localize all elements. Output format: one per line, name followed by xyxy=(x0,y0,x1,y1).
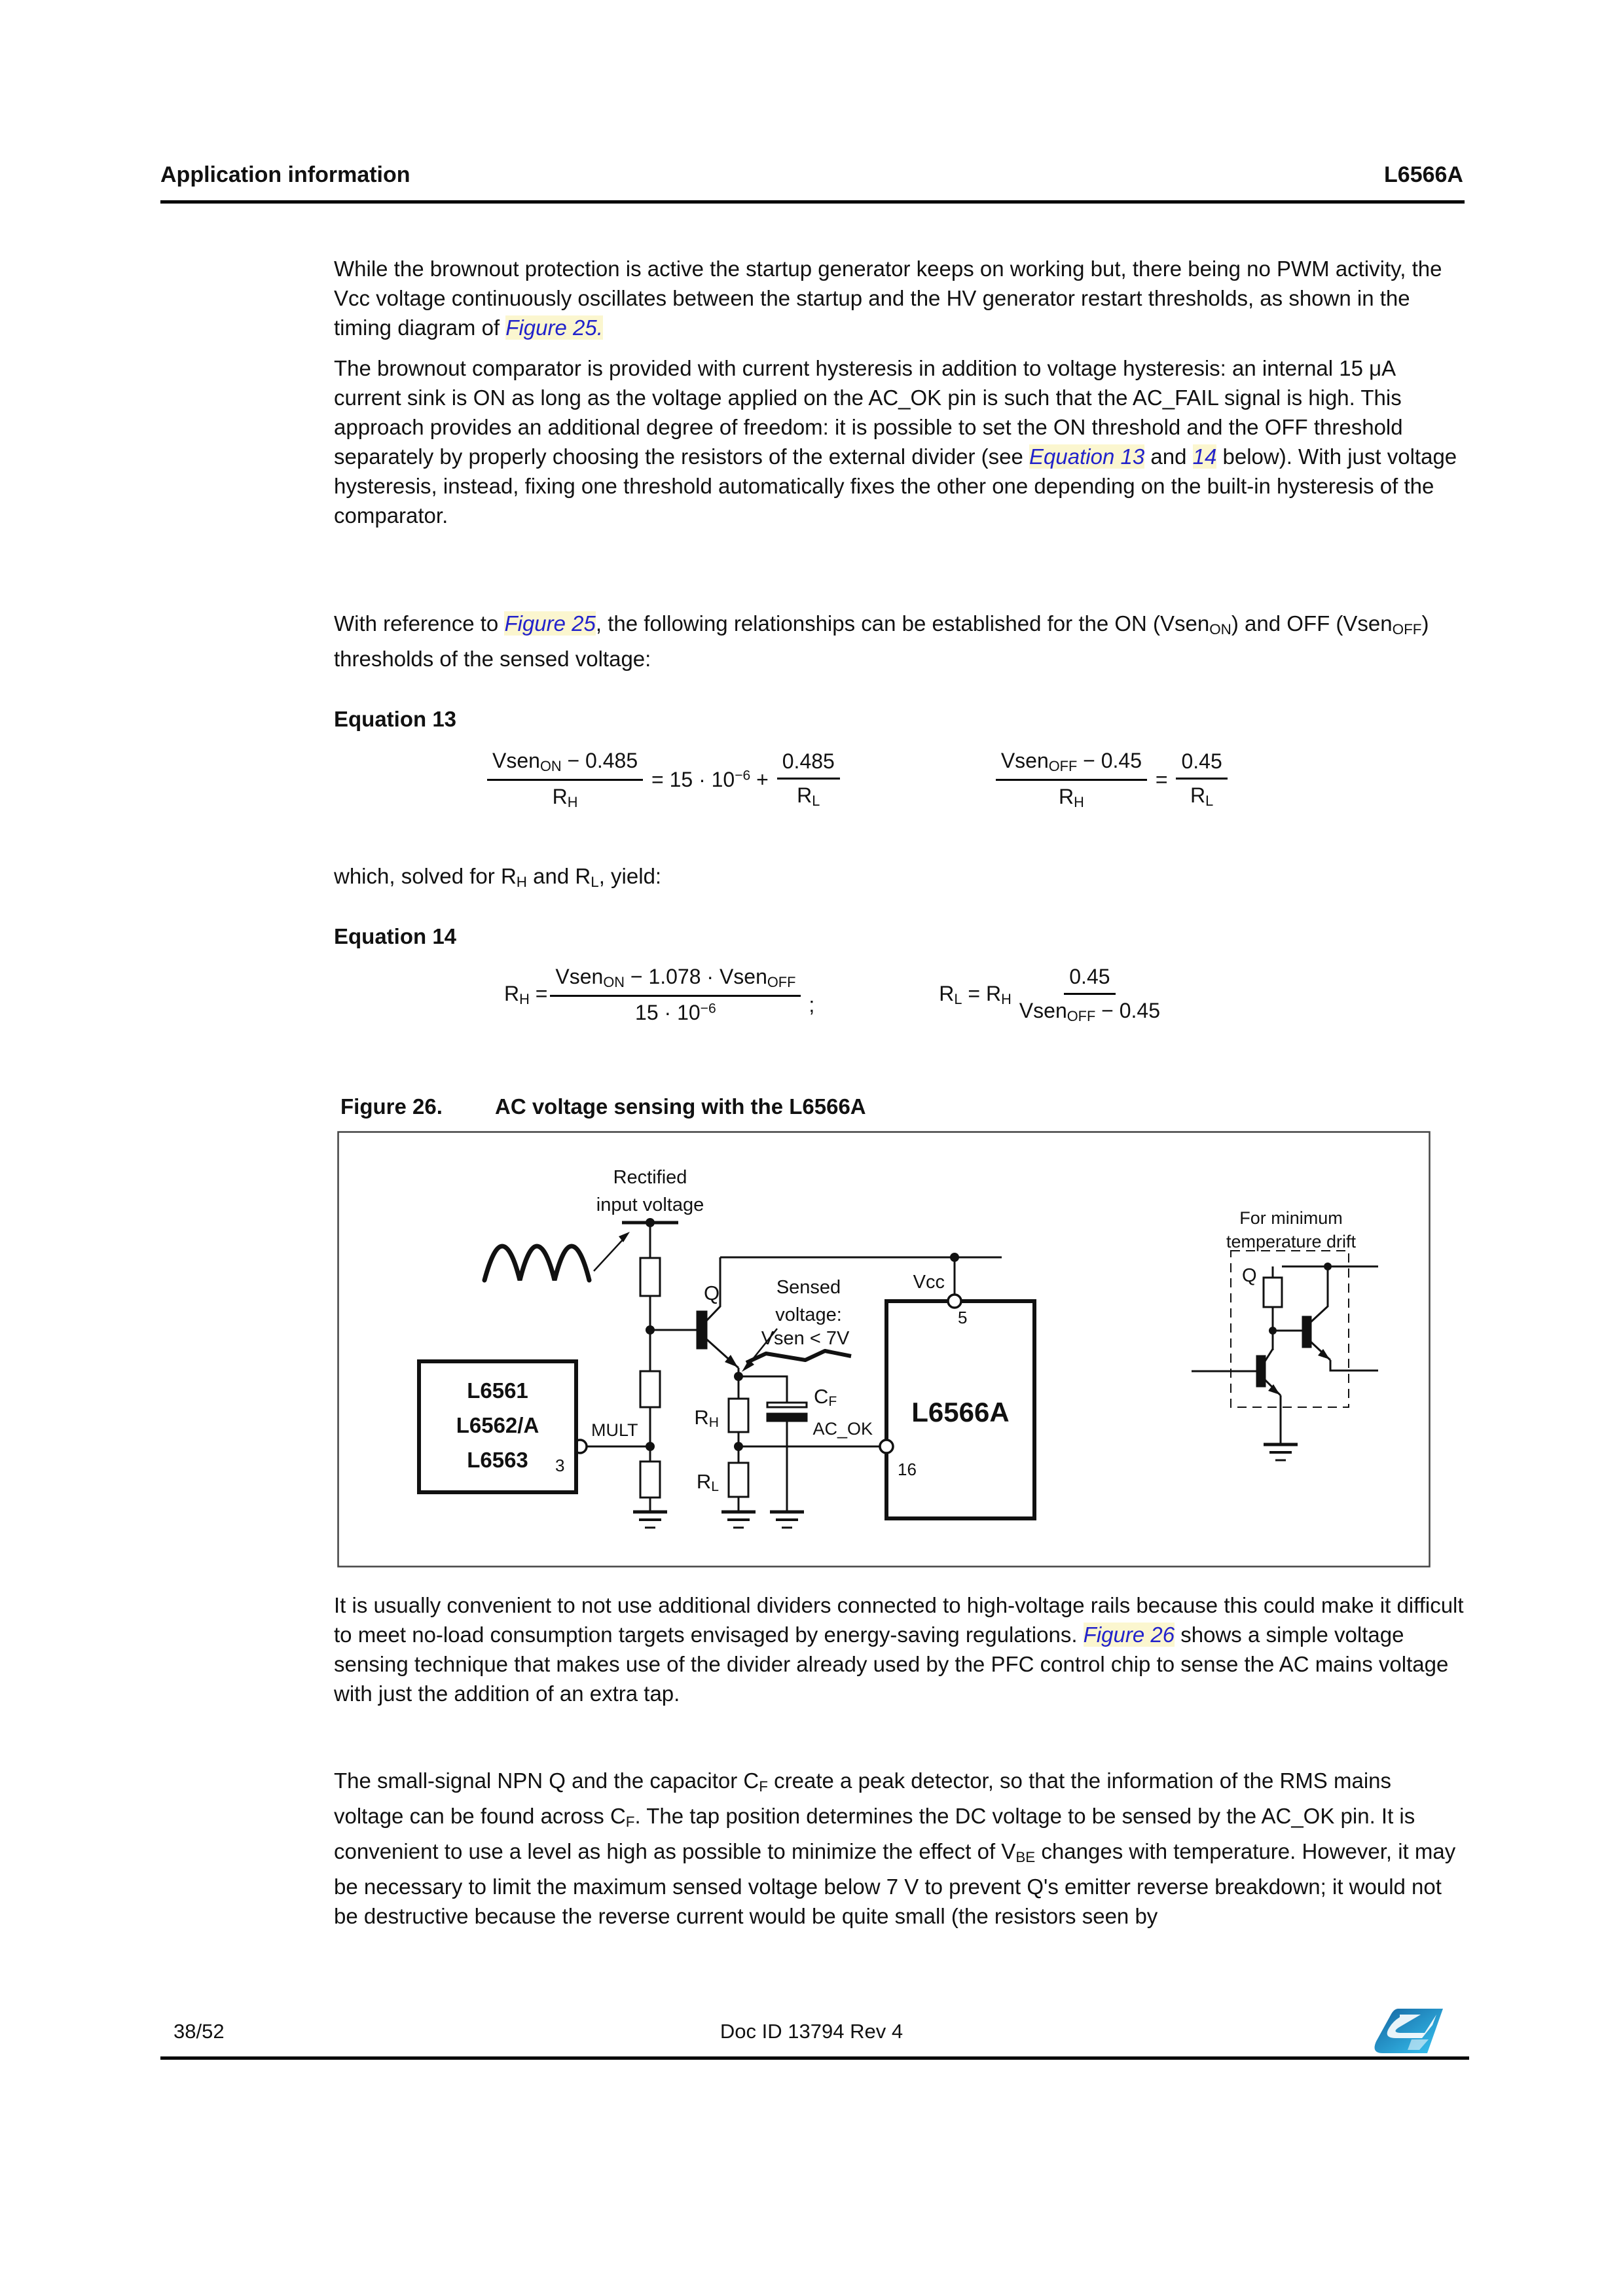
label-rectified-1: Rectified xyxy=(613,1167,687,1188)
paragraph-peak-detector: The small-signal NPN Q and the capacitor CF create a peak detector, so that the information of the RMS mains voltage can be found across CF. The tap position determines the DC voltage to be sensed by the AC_OK pin. It is convenient to use a level as high as possible to minimize the effect of VBE changes with temperature. However, it may be necessary to limit the maximum sensed voltage below 7 V to prevent Q's emitter reverse breakdown; it would not be destructive because the reverse current would be quite small (the resistors seen by xyxy=(334,1768,1456,1928)
equation-13 xyxy=(484,747,1230,812)
label-ic-left-2: L6562/A xyxy=(456,1413,539,1437)
inset-transistor2-base-bar xyxy=(1303,1317,1311,1347)
inset-emitter-out-wire xyxy=(1330,1360,1378,1371)
label-ic-left-1: L6561 xyxy=(467,1378,528,1403)
label-ic-left-3: L6563 xyxy=(467,1448,528,1472)
fraction: $\frac{0.45}{\text{VsenOFF − 0.45}}$ xyxy=(1019,965,1160,1024)
equation-13-heading: Equation 13 xyxy=(334,707,457,731)
figure-caption xyxy=(340,1094,866,1119)
st-logo-icon xyxy=(1374,2007,1444,2055)
label-vsen: Vsen < 7V xyxy=(761,1328,850,1349)
label-inset-q: Q xyxy=(1242,1265,1257,1286)
resistor-rh xyxy=(729,1399,748,1432)
ground-symbol xyxy=(633,1512,667,1528)
label-rl: RL xyxy=(696,1470,719,1495)
label-rh: RH xyxy=(694,1406,719,1431)
inset-transistor1-base-bar xyxy=(1257,1356,1265,1386)
footer-doc-id: Doc ID 13794 Rev 4 xyxy=(720,2020,903,2043)
label-inset-2: temperature drift xyxy=(1226,1232,1357,1251)
resistor-divider-mid xyxy=(640,1371,660,1407)
label-vcc: Vcc xyxy=(913,1272,945,1293)
figure-frame xyxy=(338,1132,1430,1567)
fraction: $\frac{\text{VsenON − 1.078 · VsenOFF}}{15 \cdot 10^{-6}}$ xyxy=(550,963,801,1026)
label-rectified-2: input voltage xyxy=(596,1194,704,1215)
paragraph-reference-figure25: With reference to Figure 25, the following relationships can be established for the ON (VsenON) and OFF (VsenOFF) thresholds of the sensed voltage: xyxy=(334,611,1429,671)
label-acok: AC_OK xyxy=(812,1419,873,1439)
squiggle-underline xyxy=(746,1351,851,1363)
inset-transistor1-collector xyxy=(1265,1349,1273,1361)
resistor-divider-bottom xyxy=(640,1462,660,1498)
fraction: $\frac{\text{VsenON − 0.485}}{RH}$ xyxy=(487,747,643,812)
inset-resistor xyxy=(1264,1278,1282,1307)
ground-symbol xyxy=(721,1512,756,1528)
figure-caption-label: Figure 26. xyxy=(340,1094,443,1119)
label-inset-1: For minimum xyxy=(1239,1208,1343,1228)
paragraph-solved-for: which, solved for RH and RL, yield: xyxy=(334,864,662,890)
label-pin3: 3 xyxy=(555,1456,565,1475)
fraction: $\frac{\text{VsenOFF − 0.45}}{RH}$ xyxy=(996,747,1147,812)
st-logo xyxy=(1374,2007,1444,2055)
equation-13-right: $\frac{\text{VsenOFF − 0.45}}{RH}$ = $\frac{0.45}{RL}$ xyxy=(993,747,1230,812)
inset-transistor2-collector xyxy=(1311,1266,1328,1322)
figure-caption-title: AC voltage sensing with the L6566A xyxy=(495,1094,866,1119)
resistor-divider-top xyxy=(640,1258,660,1296)
label-sensed-2: voltage: xyxy=(775,1304,842,1325)
equation-14-right: RL = RH $\frac{0.45}{\text{VsenOFF − 0.45}}$ xyxy=(939,963,1168,1026)
paragraph-brownout-startup: While the brownout protection is active the startup generator keeps on working but, there being no PWM activity, the Vcc voltage continuously oscillates between the startup and the HV generator restart thresholds, as shown in the timing diagram of Figure 25. xyxy=(334,257,1442,340)
equation-14-heading: Equation 14 xyxy=(334,924,457,948)
arrow-line xyxy=(594,1237,625,1271)
arrowhead-input xyxy=(619,1232,630,1242)
ground-symbol xyxy=(1264,1444,1298,1460)
label-mult: MULT xyxy=(591,1420,638,1440)
paragraph-dividers: It is usually convenient to not use additional dividers connected to high-voltage rails because this could make it difficult to meet no-load consumption targets envisaged by energy-saving regulations. Figure 26 shows a simple voltage sensing technique that makes use of the divider already used by the PFC control chip to sense the AC mains voltage with just the addition of an extra tap. xyxy=(334,1593,1464,1706)
label-cf: CF xyxy=(814,1385,837,1410)
transistor-q-base-bar xyxy=(697,1312,706,1348)
equation-14-left: RH = $\frac{\text{VsenON − 1.078 · VsenOFF}}{15 \cdot 10^{-6}}$ ; xyxy=(504,963,814,1026)
ground-symbol xyxy=(770,1512,804,1528)
label-ic-right: L6566A xyxy=(911,1397,1010,1427)
circuit-svg xyxy=(337,1131,1431,1568)
header-section-title: Application information xyxy=(160,162,410,187)
figure-26-circuit-diagram xyxy=(337,1131,1431,1568)
paragraph-brownout-comparator: The brownout comparator is provided with current hysteresis in addition to voltage hysteresis: an internal 15 μA current sink is ON as long as the voltage applied on the AC_OK pin is such that the AC_FAIL signal is high. This approach provides an additional degree of freedom: it is possible to set the ON threshold and the OFF threshold separately by properly choosing the resistors of the external divider (see Equation 13 and 14 below). With just voltage hysteresis, instead, fixing one threshold automatically fixes the other one depending on the built-in hysteresis of the comparator. xyxy=(334,356,1457,528)
label-q: Q xyxy=(704,1282,720,1304)
header-part-number: L6566A xyxy=(1384,162,1463,187)
label-sensed-1: Sensed xyxy=(776,1277,841,1298)
fraction: $\frac{0.45}{RL}$ xyxy=(1176,748,1227,811)
header-rule xyxy=(160,200,1465,204)
label-pin5: 5 xyxy=(958,1308,968,1327)
capacitor-cf-plate-bottom xyxy=(767,1414,807,1421)
pin-5-circle xyxy=(948,1295,961,1308)
pin-16-circle xyxy=(880,1440,893,1453)
footer-rule xyxy=(160,2056,1469,2060)
equation-14 xyxy=(504,963,1168,1026)
label-pin16: 16 xyxy=(898,1460,917,1479)
fraction: $\frac{0.485}{RL}$ xyxy=(777,748,840,811)
rectified-sine-waveform xyxy=(484,1246,589,1280)
capacitor-cf-plate-top xyxy=(767,1403,807,1407)
resistor-rl xyxy=(729,1463,748,1497)
equation-13-left: $\frac{\text{VsenON − 0.485}}{RH}$ = $15 \cdot 10^{-6}$ + $\frac{0.485}{RL}$ xyxy=(484,747,843,812)
footer-page-number: 38/52 xyxy=(173,2020,225,2043)
